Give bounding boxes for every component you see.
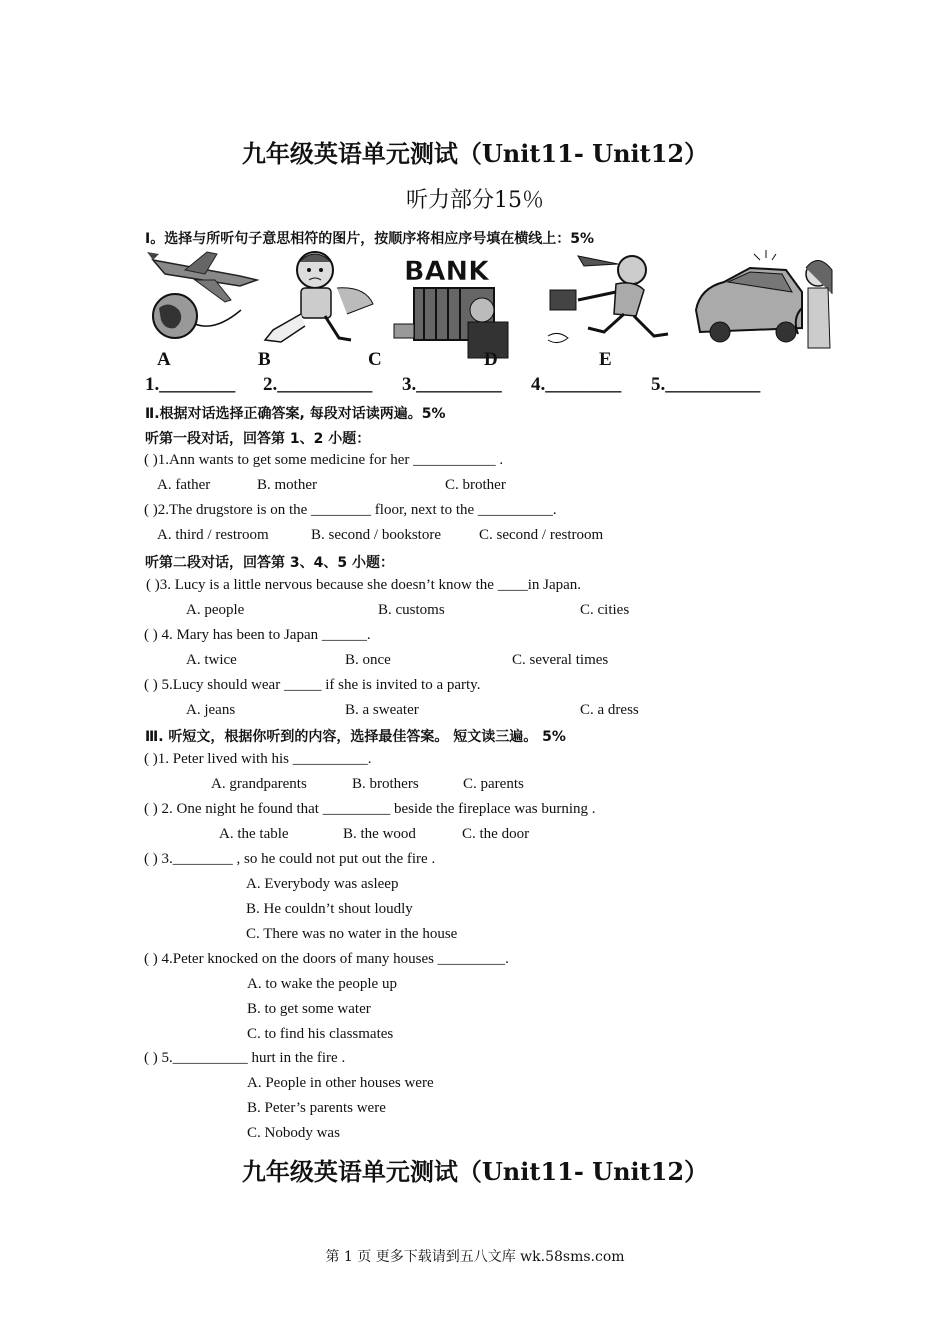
s2-question-5: ( ) 5.Lucy should wear _____ if she is invited to a party. (144, 677, 481, 693)
boy-injured-leg-picture (255, 248, 379, 348)
s2-q1-option-a[interactable]: A. father (157, 477, 211, 493)
s3-q2-option-a[interactable]: A. the table (219, 826, 289, 842)
s2-q4-option-c[interactable]: C. several times (512, 652, 609, 668)
page-title: 九年级英语单元测试（Unit11- Unit12） (241, 139, 709, 168)
s3-question-2: ( ) 2. One night he found that _________ beside the fireplace was burning . (144, 801, 596, 817)
s2-question-3: ( )3. Lucy is a little nervous because she doesn’t know the ____in Japan. (146, 577, 582, 593)
s2-q1-option-c[interactable]: C. brother (445, 477, 506, 493)
s3-q4-option-a[interactable]: A. to wake the people up (247, 976, 397, 992)
s2-q2-option-c[interactable]: C. second / restroom (479, 527, 604, 543)
listening-header: 听力部分15％ (406, 188, 544, 213)
s3-question-1: ( )1. Peter lived with his __________. (144, 751, 372, 767)
section2-instruction: Ⅱ.根据对话选择正确答案, 每段对话读两遍。5% (145, 406, 446, 422)
s3-question-5: ( ) 5.__________ hurt in the fire . (144, 1050, 346, 1066)
s2-question-4: ( ) 4. Mary has been to Japan ______. (144, 627, 371, 643)
s2-q3-option-b[interactable]: B. customs (378, 602, 445, 618)
s2-q5-option-b[interactable]: B. a sweater (345, 702, 419, 718)
s2-q4-option-b[interactable]: B. once (345, 652, 391, 668)
running-man-briefcase-picture (544, 250, 680, 350)
picture-label-c: C (368, 349, 382, 370)
s3-q4-option-b[interactable]: B. to get some water (247, 1001, 371, 1017)
s3-q1-option-a[interactable]: A. grandparents (211, 776, 307, 792)
page-footer: 第 1 页 更多下载请到五八文库 wk.58sms.com (325, 1249, 625, 1265)
section1-instruction: Ⅰ。选择与所听句子意思相符的图片，按顺序将相应序号填在横线上：5% (145, 231, 594, 247)
answer-blank-4[interactable]: 4.________ (531, 374, 622, 395)
s2-q5-option-c[interactable]: C. a dress (580, 702, 639, 718)
car-gas-station-picture (690, 248, 836, 352)
s3-q1-option-c[interactable]: C. parents (463, 776, 524, 792)
picture-label-d: D (484, 349, 498, 370)
s3-q1-option-b[interactable]: B. brothers (352, 776, 419, 792)
answer-blank-5[interactable]: 5.__________ (651, 374, 761, 395)
s3-q3-option-c[interactable]: C. There was no water in the house (246, 926, 458, 942)
bank-robbery-picture (390, 252, 516, 362)
dialog1-note: 听第一段对话，回答第 1、2 小题： (145, 431, 371, 447)
s2-q4-option-a[interactable]: A. twice (186, 652, 237, 668)
s3-q2-option-b[interactable]: B. the wood (343, 826, 416, 842)
s2-question-1: ( )1.Ann wants to get some medicine for her ___________ . (144, 452, 504, 468)
s3-q5-option-c[interactable]: C. Nobody was (247, 1125, 340, 1141)
s3-q4-option-c[interactable]: C. to find his classmates (247, 1026, 394, 1042)
picture-label-b: B (258, 349, 271, 370)
s3-question-4: ( ) 4.Peter knocked on the doors of many houses _________. (144, 951, 509, 967)
s2-q2-option-b[interactable]: B. second / bookstore (311, 527, 441, 543)
s2-q3-option-c[interactable]: C. cities (580, 602, 630, 618)
s3-q5-option-b[interactable]: B. Peter’s parents were (247, 1100, 386, 1116)
s2-q2-option-a[interactable]: A. third / restroom (157, 527, 269, 543)
answer-blank-1[interactable]: 1.________ (145, 374, 236, 395)
s2-q3-option-a[interactable]: A. people (186, 602, 245, 618)
answer-blank-3[interactable]: 3._________ (402, 374, 502, 395)
s2-question-2: ( )2.The drugstore is on the ________ floor, next to the __________. (144, 502, 557, 518)
bank-sign: BANK (404, 256, 489, 287)
s2-q5-option-a[interactable]: A. jeans (186, 702, 236, 718)
dialog2-note: 听第二段对话，回答第 3、4、5 小题： (145, 555, 394, 571)
s3-question-3: ( ) 3.________ , so he could not put out the fire . (144, 851, 436, 867)
section3-instruction: Ⅲ. 听短文，根据你听到的内容，选择最佳答案。 短文读三遍。 5% (145, 729, 566, 745)
answer-blank-2[interactable]: 2.__________ (263, 374, 373, 395)
picture-label-a: A (157, 349, 171, 370)
page-title-repeat: 九年级英语单元测试（Unit11- Unit12） (241, 1157, 709, 1186)
s3-q3-option-a[interactable]: A. Everybody was asleep (246, 876, 399, 892)
s3-q3-option-b[interactable]: B. He couldn’t shout loudly (246, 901, 413, 917)
picture-label-e: E (599, 349, 612, 370)
s3-q2-option-c[interactable]: C. the door (462, 826, 530, 842)
s2-q1-option-b[interactable]: B. mother (257, 477, 317, 493)
airplane-earth-picture (145, 250, 263, 346)
s3-q5-option-a[interactable]: A. People in other houses were (247, 1075, 434, 1091)
